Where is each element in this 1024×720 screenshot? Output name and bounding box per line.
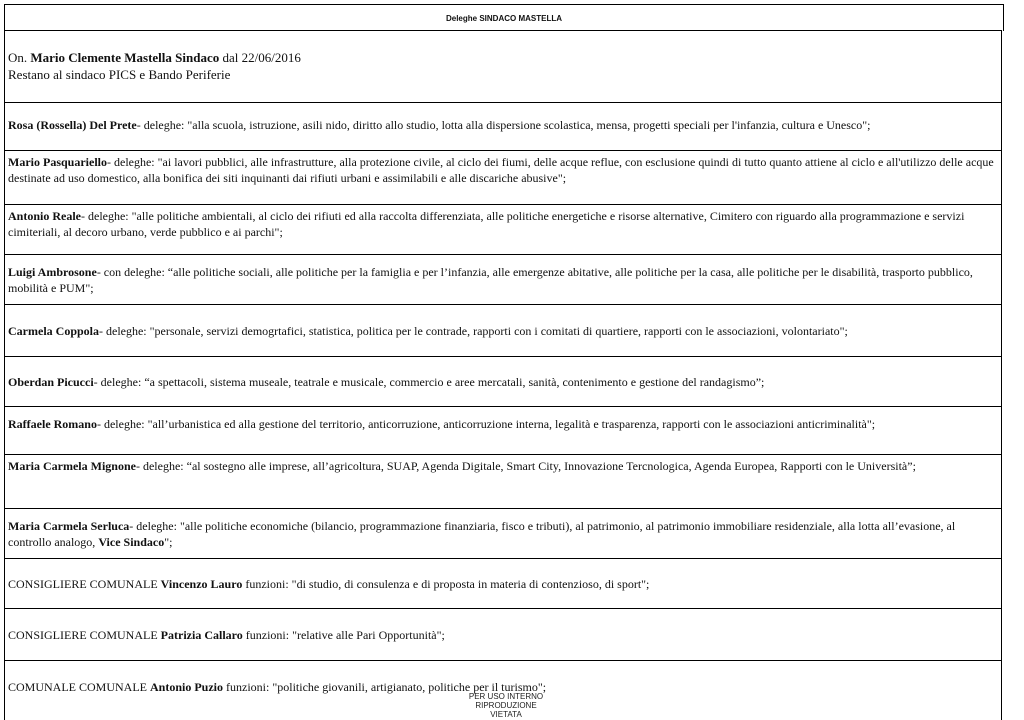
delega-text-end: "; bbox=[164, 535, 173, 549]
funzioni-text: funzioni: "politiche giovanili, artigianato, politiche per il turismo"; bbox=[223, 680, 547, 694]
consigliere-name: Antonio Puzio bbox=[150, 680, 224, 694]
funzioni-text: funzioni: "relative alle Pari Opportunità"; bbox=[242, 628, 445, 642]
document-title: Deleghe SINDACO MASTELLA bbox=[445, 13, 562, 23]
sindaco-date: dal 22/06/2016 bbox=[219, 50, 301, 65]
delega-text: - deleghe: “a spettacoli, sistema museale, teatrale e musicale, commercio e aree mercatali, sanità, contenimento e gestione del randagismo”; bbox=[93, 375, 765, 389]
delega-row bbox=[4, 150, 1002, 204]
delega-row bbox=[4, 304, 1002, 356]
stamp-line-1: PER USO INTERNO bbox=[468, 692, 544, 701]
consigliere-name: Vincenzo Lauro bbox=[160, 577, 243, 591]
funzioni-text: funzioni: "di studio, di consulenza e di proposta in materia di contenzioso, di sport"; bbox=[242, 577, 650, 591]
delega-text: - deleghe: “al sostegno alle imprese, all’agricoltura, SUAP, Agenda Digitale, Smart City, Innovazione Tercnologica, Agenda Europea, Rapporti con le Università”; bbox=[135, 459, 916, 473]
assessore-name: Mario Pasquariello bbox=[8, 155, 107, 169]
assessore-name: Rosa (Rossella) Del Prete bbox=[8, 118, 137, 132]
role-label: COMUNALE COMUNALE bbox=[8, 680, 150, 694]
document-sheet bbox=[4, 4, 1004, 720]
document-header bbox=[4, 4, 1004, 31]
assessore-name: Maria Carmela Mignone bbox=[8, 459, 136, 473]
sindaco-prefix: On. bbox=[8, 50, 31, 65]
delega-row bbox=[4, 508, 1002, 558]
assessore-name: Luigi Ambrosone bbox=[8, 265, 97, 279]
sindaco-note: Restano al sindaco PICS e Bando Periferie bbox=[8, 67, 231, 82]
delega-row bbox=[4, 356, 1002, 406]
role-label: CONSIGLIERE COMUNALE bbox=[8, 577, 161, 591]
sindaco-name: Mario Clemente Mastella Sindaco bbox=[30, 50, 220, 65]
assessore-name: Raffaele Romano bbox=[8, 417, 97, 431]
watermark-stamp bbox=[466, 692, 546, 719]
delega-row bbox=[4, 406, 1002, 454]
delega-row bbox=[4, 454, 1002, 508]
role-label: CONSIGLIERE COMUNALE bbox=[8, 628, 161, 642]
consigliere-row bbox=[4, 558, 1002, 608]
assessore-name: Carmela Coppola bbox=[8, 324, 99, 338]
consigliere-row bbox=[4, 608, 1002, 660]
delega-text: - deleghe: "all’urbanistica ed alla gestione del territorio, anticorruzione, anticorruzione interna, legalità e trasparenza, rapporti con le associazioni anticriminalità"; bbox=[96, 417, 876, 431]
delega-text: - deleghe: "alle politiche ambientali, al ciclo dei rifiuti ed alla raccolta differenziata, alle politiche energetiche e risorse alternative, Cimitero con riguardo alla programmazione e servizi cimiteriali, al decoro urbano, verde pubblico e ai parchi"; bbox=[8, 209, 965, 239]
sindaco-row bbox=[4, 30, 1002, 102]
consigliere-name: Patrizia Callaro bbox=[160, 628, 243, 642]
assessore-name: Antonio Reale bbox=[8, 209, 81, 223]
delega-text: - deleghe: "personale, servizi demogrtafici, statistica, politica per le contrade, rapporti con i comitati di quartiere, rapporti con le associazioni, volontariato"; bbox=[99, 324, 848, 338]
assessore-name: Oberdan Picucci bbox=[8, 375, 94, 389]
delega-text: - deleghe: "alle politiche economiche (bilancio, programmazione finanziaria, fisco e tributi), al patrimonio, al patrimonio immobiliare residenziale, alla lotta all’evasione, al controllo analogo, bbox=[8, 519, 956, 549]
vice-sindaco-label: Vice Sindaco bbox=[98, 535, 165, 549]
delega-text: - con deleghe: “alle politiche sociali, alle politiche per la famiglia e per l’infanzia, alle emergenze abitative, alle politiche per la casa, alle politiche per le disabilità, trasporto pubblico, mobilità e PUM"; bbox=[8, 265, 973, 295]
delega-row bbox=[4, 102, 1002, 150]
delega-row bbox=[4, 254, 1002, 304]
stamp-line-2: RIPRODUZIONE VIETATA bbox=[475, 701, 537, 719]
delega-text: - deleghe: "alla scuola, istruzione, asili nido, diritto allo studio, lotta alla dispersione scolastica, mensa, progetti speciali per l'infanzia, cultura e Unesco"; bbox=[136, 118, 871, 132]
delega-row bbox=[4, 204, 1002, 254]
assessore-name: Maria Carmela Serluca bbox=[8, 519, 130, 533]
delega-text: - deleghe: "ai lavori pubblici, alle infrastrutture, alla protezione civile, al ciclo dei fiumi, delle acque reflue, con esclusione quindi di tutto quanto attiene al ciclo e all'utilizzo delle acque destinate ad uso domestico, alla bonifica dei siti inquinanti dai rifiuti urbani e assimilabili e alle discariche abusive"; bbox=[8, 155, 994, 185]
